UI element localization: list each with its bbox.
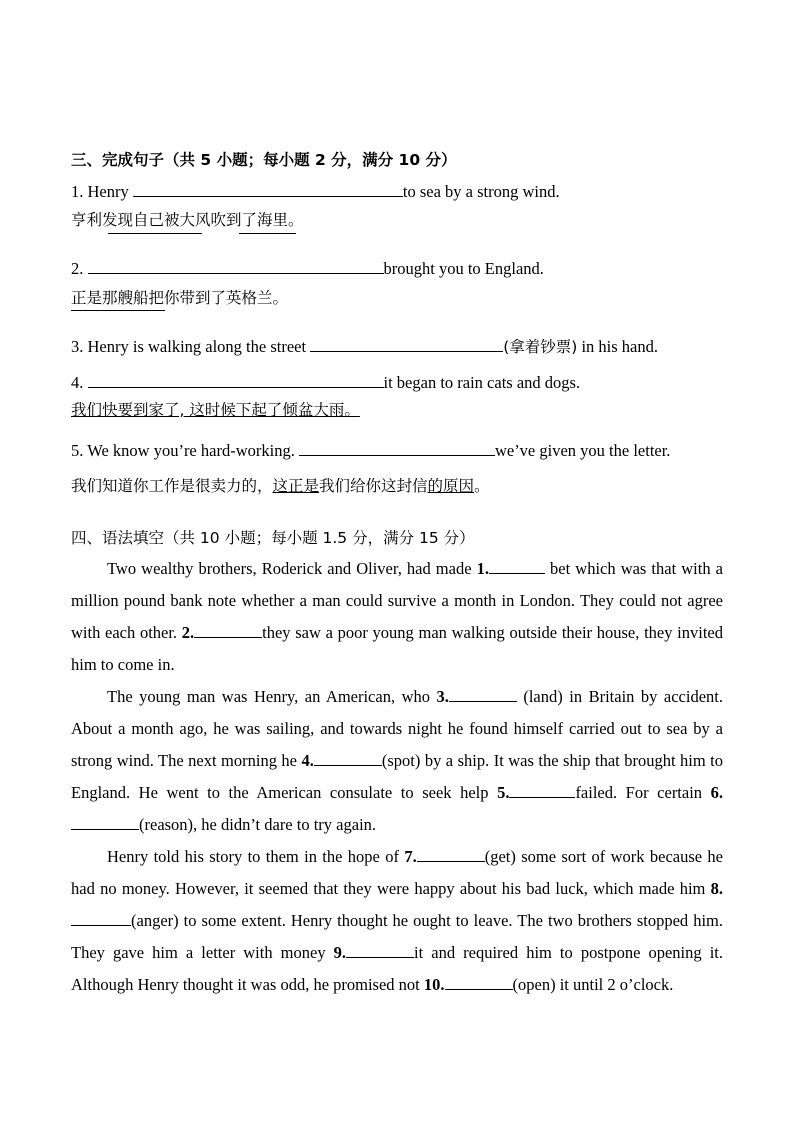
- section-3-heading: [71, 148, 457, 170]
- q2-chinese-underline: [71, 310, 165, 311]
- p2-text-c: (spot) by a ship. It was the ship that brought him to England. He went to the American consulate to seek help: [71, 751, 724, 802]
- p3-text-e: (open) it until 2 o’clock.: [512, 975, 674, 994]
- q5-zh-a: 我们知道你工作是很卖力的，: [71, 477, 273, 495]
- question-2: [71, 259, 544, 279]
- question-3: [71, 335, 658, 357]
- blank-2-number: 2.: [181, 623, 195, 642]
- q3-text: 3. Henry is walking along the street: [71, 337, 307, 356]
- question-4: [71, 373, 580, 393]
- q2-chinese: 正是那艘船把你带到了英格兰。: [71, 289, 289, 307]
- section-3-heading-text: 三、完成句子（共 5 小题；每小题 2 分，满分 10 分）: [71, 151, 457, 169]
- p3-text-c: (anger) to some extent. Henry thought he ought to leave. The two brothers stopped him. They gave him a letter with money: [71, 911, 723, 962]
- blank-7[interactable]: [417, 847, 485, 862]
- q5-chinese: [71, 474, 490, 496]
- q3-after-text: in his hand.: [581, 337, 658, 356]
- q5-zh-d: 的原因: [427, 477, 475, 495]
- p1-text-a: Two wealthy brothers, Roderick and Oliver, had made: [107, 559, 477, 578]
- q1-chinese-underline-2: [239, 233, 296, 234]
- question-1: [71, 182, 560, 202]
- p2-text-a: The young man was Henry, an American, who: [107, 687, 437, 706]
- blank-6[interactable]: [71, 815, 139, 830]
- q2-answer-blank[interactable]: [88, 259, 384, 274]
- q4-answer-blank[interactable]: [88, 373, 384, 388]
- p2-text-e: (reason), he didn’t dare to try again.: [139, 815, 377, 834]
- q4-after-text: it began to rain cats and dogs.: [383, 373, 581, 392]
- blank-9-number: 9.: [333, 943, 347, 962]
- q3-hint: (拿着钞票): [503, 338, 578, 356]
- passage-paragraph-2: [71, 681, 723, 841]
- p3-text-d: it and required him to postpone opening it. Although Henry thought it was odd, he promised not: [71, 943, 723, 994]
- q4-number: 4.: [71, 373, 84, 392]
- q5-zh-c: 我们给你这封信: [319, 477, 428, 495]
- q2-number: 2.: [71, 259, 84, 278]
- p1-text-b: bet which was that with a million pound bank note whether a man could survive a month in London. They could not agree with each other.: [71, 559, 723, 642]
- p3-text-b: (get) some sort of work because he had no money. However, it seemed that they were happy about his bad luck, which made him: [71, 847, 724, 898]
- q5-answer-blank[interactable]: [299, 441, 495, 456]
- blank-5-number: 5.: [497, 783, 510, 802]
- q1-chinese: 亨利发现自己被大风吹到了海里。: [71, 211, 304, 229]
- q2-after-text: brought you to England.: [383, 259, 544, 278]
- q5-text: 5. We know you’re hard-working.: [71, 441, 295, 460]
- blank-2[interactable]: [194, 623, 262, 638]
- q1-chinese-underline-1: [108, 233, 202, 234]
- p2-text-d: failed. For certain: [575, 783, 711, 802]
- q5-zh-e: 。: [474, 477, 490, 495]
- section-4-heading-text: 四、语法填空（共 10 小题；每小题 1.5 分，满分 15 分）: [71, 529, 475, 547]
- blank-9[interactable]: [346, 943, 414, 958]
- q1-number: 1. Henry: [71, 182, 129, 201]
- q3-answer-blank[interactable]: [310, 337, 503, 352]
- blank-10-number: 10.: [423, 975, 445, 994]
- blank-8-number: 8.: [710, 879, 723, 898]
- blank-4-number: 4.: [301, 751, 314, 770]
- blank-6-number: 6.: [710, 783, 723, 802]
- blank-1[interactable]: [489, 559, 545, 574]
- passage-paragraph-1: [71, 553, 723, 681]
- blank-5[interactable]: [509, 783, 575, 798]
- blank-1-number: 1.: [476, 559, 489, 578]
- blank-7-number: 7.: [404, 847, 417, 866]
- q4-chinese: 我们快要到家了, 这时候下起了倾盆大雨。: [71, 401, 360, 419]
- q1-answer-blank[interactable]: [133, 182, 403, 197]
- p2-text-b: (land) in Britain by accident. About a month ago, he was sailing, and towards night he found himself carried out to sea by a strong wind. The next morning he: [71, 687, 723, 770]
- blank-4[interactable]: [314, 751, 382, 766]
- blank-3[interactable]: [449, 687, 517, 702]
- q1-after-text: to sea by a strong wind.: [402, 182, 560, 201]
- passage-paragraph-3: [71, 841, 723, 1001]
- section-4-heading: [71, 526, 475, 548]
- p1-text-c: they saw a poor young man walking outside their house, they invited him to come in.: [71, 623, 723, 674]
- q5-after-text: we’ve given you the letter.: [494, 441, 671, 460]
- p3-text-a: Henry told his story to them in the hope of: [107, 847, 405, 866]
- blank-8[interactable]: [71, 911, 131, 926]
- blank-10[interactable]: [445, 975, 513, 990]
- question-5: [71, 441, 670, 461]
- blank-3-number: 3.: [436, 687, 449, 706]
- q5-zh-b: 这正是: [272, 477, 320, 495]
